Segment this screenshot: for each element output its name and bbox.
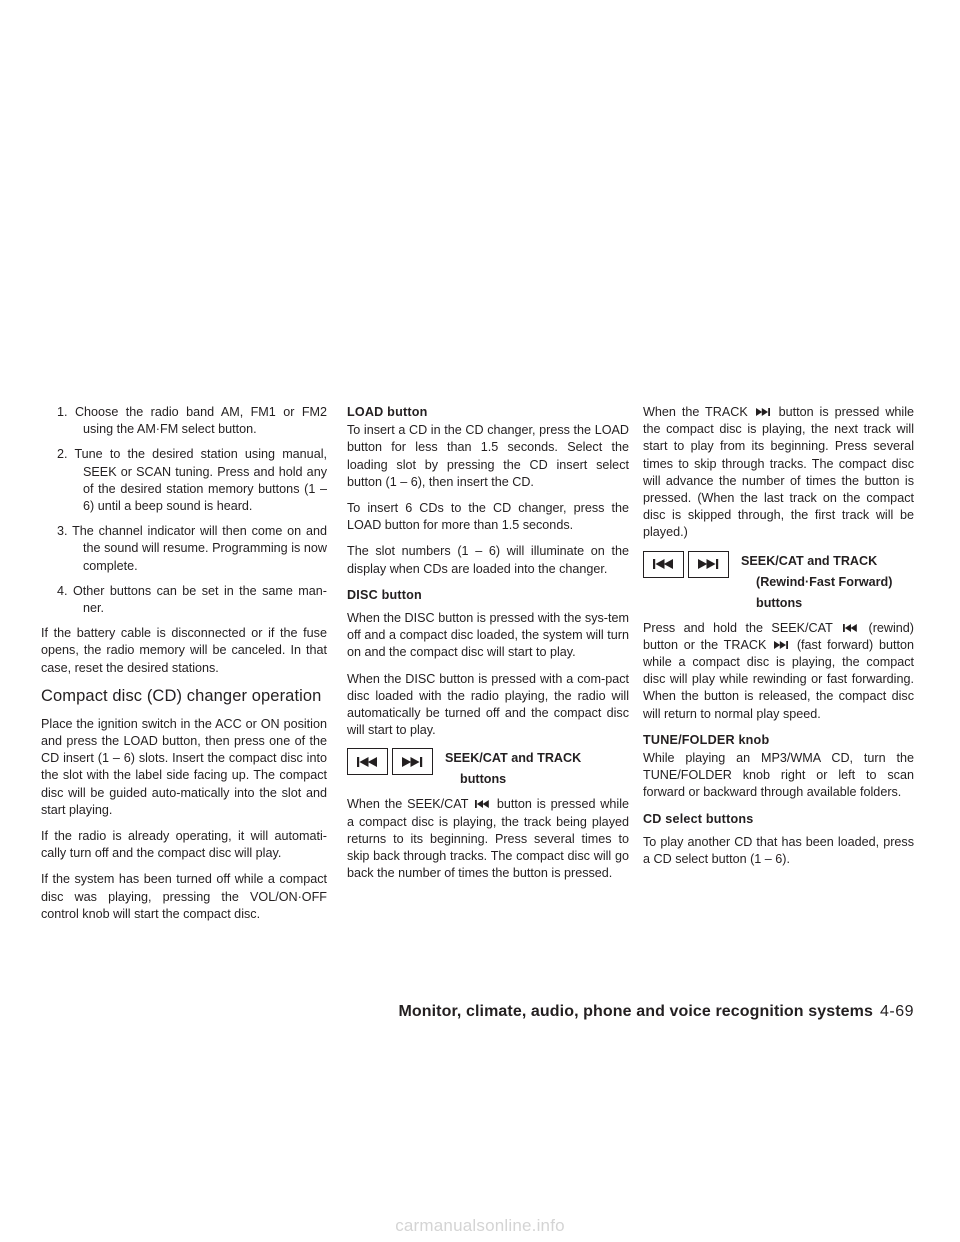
rewind-ff-button-figure bbox=[643, 551, 914, 614]
paragraph: When the DISC button is pressed with a com-pact disc loaded with the radio playing, the radio will automatically be turned off and the compact disc will start to play. bbox=[347, 671, 629, 738]
paragraph: When the SEEK/CAT button is pressed while a compact disc is playing, the track being played returns to its beginning. Press several times to skip back through tracks. The compact disc will go back the number of times the button is pressed. bbox=[347, 797, 630, 881]
paragraph: If the radio is already operating, it will automati-cally turn off and the compact disc will play. bbox=[41, 829, 327, 861]
column-2 bbox=[347, 404, 629, 891]
paragraph: When the TRACK button is pressed while the compact disc is playing, the next track will start to play from its beginning. Press several times to skip through tracks. The compact disc will advance the number of times the button is pressed. (When the last track on the compact disc is skipped through, the first track will be played.) bbox=[643, 405, 915, 540]
page-footer bbox=[398, 1003, 914, 1021]
list-item: 1. Choose the radio band AM, FM1 or FM2 using the AM·FM select button. bbox=[57, 405, 328, 437]
skip-back-icon bbox=[843, 624, 858, 632]
paragraph: The slot numbers (1 – 6) will illuminate on the display when CDs are loaded into the changer. bbox=[347, 544, 629, 576]
list-item: 4. Other buttons can be set in the same man-ner. bbox=[57, 583, 327, 616]
rewind-ff-label: SEEK/CAT and TRACK (Rewind·Fast Forward) buttons bbox=[741, 553, 893, 610]
paragraph: To play another CD that has been loaded, press a CD select button (1 – 6). bbox=[643, 834, 914, 867]
list-item: 3. The channel indicator will then come on and the sound will resume. Programming is now complete. bbox=[57, 524, 327, 573]
seek-track-button-figure bbox=[347, 748, 629, 790]
seek-track-label: SEEK/CAT and TRACK buttons bbox=[445, 751, 582, 787]
skip-forward-icon bbox=[756, 408, 771, 416]
page-number: 4-69 bbox=[879, 1003, 914, 1020]
load-button-heading: LOAD button bbox=[347, 405, 428, 419]
paragraph: When the DISC button is pressed with the sys-tem off and a compact disc loaded, the system will turn on and the compact disc will start to play. bbox=[347, 611, 629, 660]
cd-select-heading: CD select buttons bbox=[643, 811, 754, 826]
skip-forward-icon bbox=[774, 641, 789, 649]
skip-back-icon bbox=[643, 551, 684, 578]
paragraph: Place the ignition switch in the ACC or ON position and press the LOAD button, then press one of the CD insert (1 – 6) slots. Insert the compact disc into the slot with the label side facing up. The compact disc will be guided auto-matically into the slot and start playing. bbox=[41, 716, 327, 817]
disc-button-heading: DISC button bbox=[347, 587, 422, 602]
section-heading: Compact disc (CD) changer operation bbox=[41, 686, 322, 705]
paragraph: To insert 6 CDs to the CD changer, press the LOAD button for more than 1.5 seconds. bbox=[347, 501, 629, 533]
paragraph: Press and hold the SEEK/CAT (rewind) button or the TRACK (fast forward) button while a compact disc is playing, the compact disc will play while rewinding or fast forwarding. When the button is released, the compact disc will return to normal play speed. bbox=[643, 620, 915, 721]
memory-steps-list bbox=[41, 404, 327, 617]
footer-section-title: Monitor, climate, audio, phone and voice recognition systems bbox=[398, 1003, 873, 1020]
skip-back-icon bbox=[347, 748, 388, 775]
list-item: 2. Tune to the desired station using manual, SEEK or SCAN tuning. Press and hold any of the desired station memory buttons (1 – 6) until a beep sound is heard. bbox=[57, 447, 327, 514]
watermark: carmanualsonline.info bbox=[395, 1216, 565, 1235]
skip-forward-icon bbox=[392, 748, 433, 775]
column-3 bbox=[643, 404, 914, 877]
skip-back-icon bbox=[475, 800, 490, 808]
battery-note: If the battery cable is disconnected or if the fuse opens, the radio memory will be canceled. In that case, reset the desired stations. bbox=[41, 626, 327, 675]
paragraph: If the system has been turned off while a compact disc was playing, pressing the VOL/ON·OFF control knob will start the compact disc. bbox=[41, 872, 327, 921]
skip-forward-icon bbox=[688, 551, 729, 578]
column-1 bbox=[41, 404, 327, 932]
paragraph: To insert a CD in the CD changer, press the LOAD button for less than 1.5 seconds. Select the loading slot by pressing the CD insert select button (1 – 6), then insert the CD. bbox=[347, 423, 629, 489]
tune-folder-heading: TUNE/FOLDER knob bbox=[643, 732, 770, 747]
paragraph: While playing an MP3/WMA CD, turn the TUNE/FOLDER knob right or left to scan forward or backward through available folders. bbox=[643, 751, 914, 800]
